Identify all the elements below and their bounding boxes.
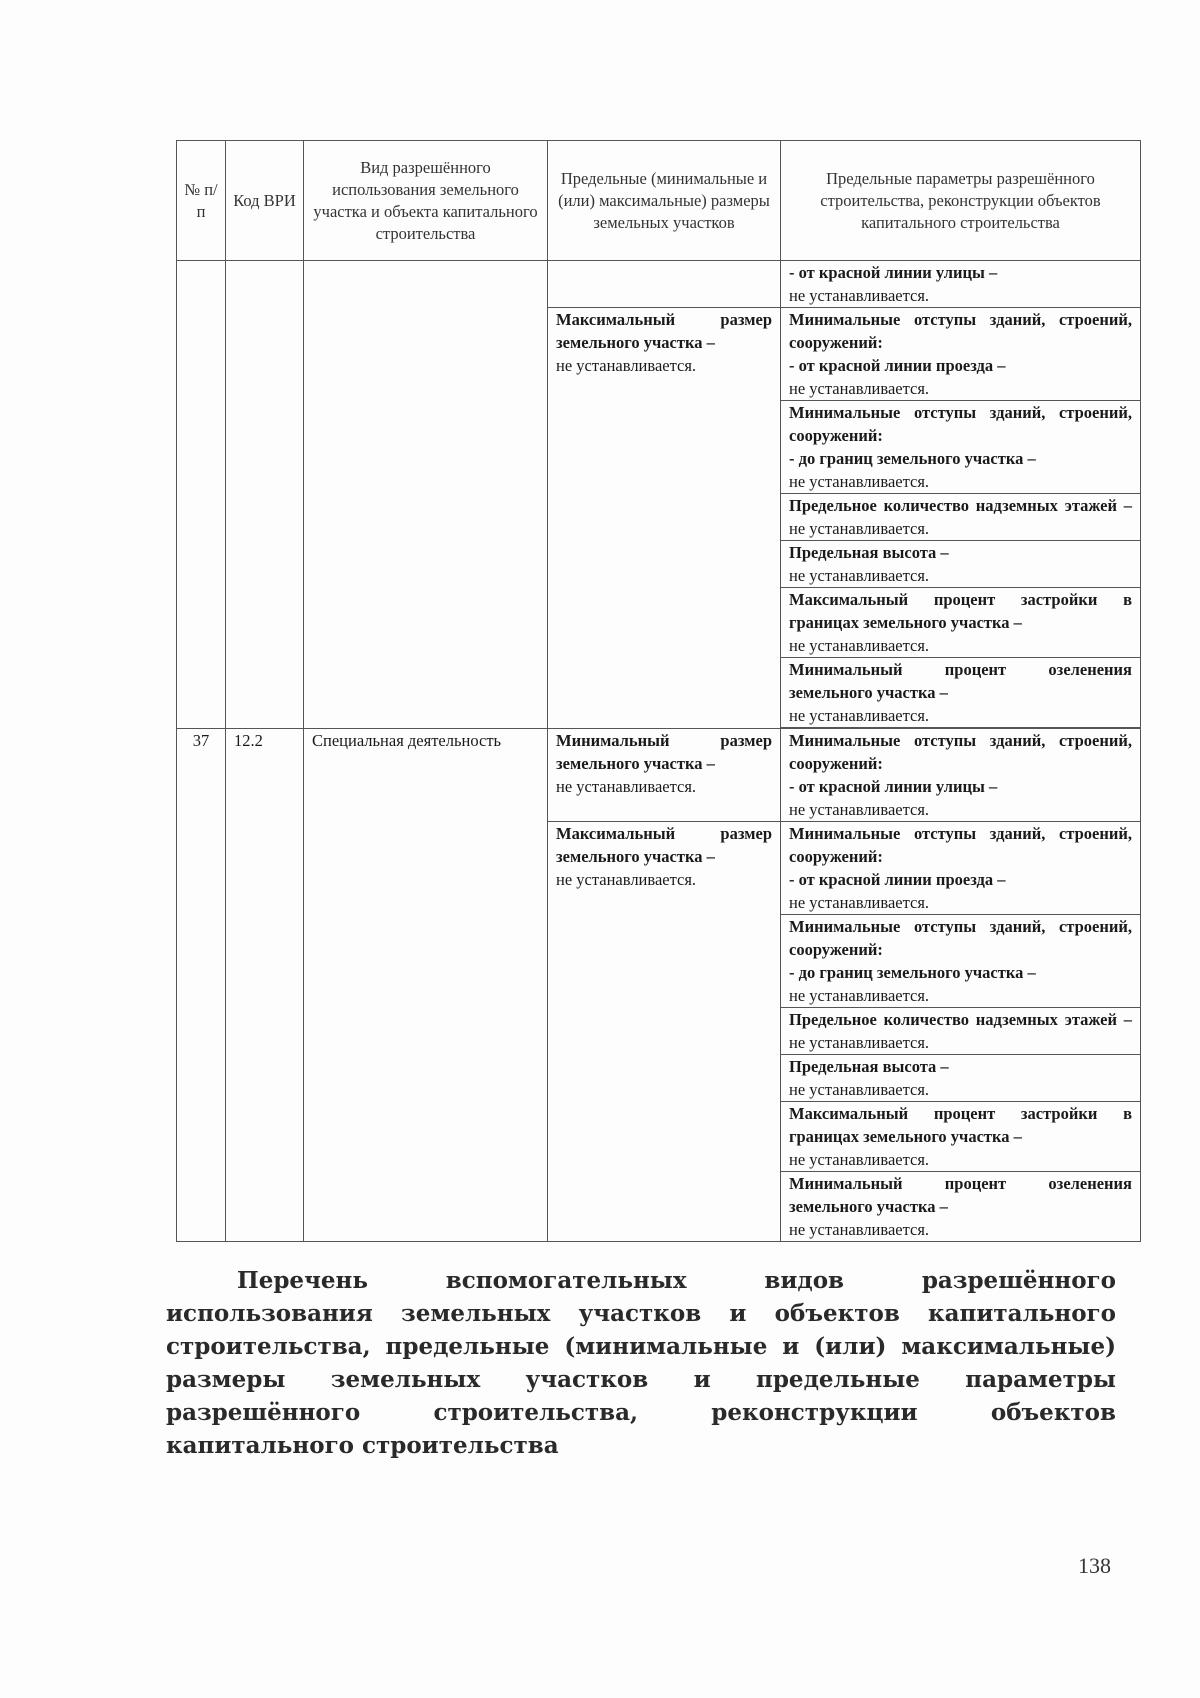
param-sub: - до границ земельного участка – (789, 963, 1036, 982)
min-size-value: не устанавливается. (556, 777, 697, 796)
cell-params (781, 588, 1141, 658)
cell-max-size (548, 822, 781, 1242)
cell-params (781, 541, 1141, 588)
param-value: не устанавливается. (789, 379, 930, 398)
cell-params (781, 1055, 1141, 1102)
param-value: не устанавливается. (789, 1080, 930, 1099)
param-label: Минимальный процент озеленения земельного участка – (789, 1174, 1132, 1216)
param-line (789, 494, 1132, 540)
cell-params (781, 822, 1141, 915)
cell-max-size (548, 308, 781, 729)
param-value: не устанавливается. (789, 519, 930, 538)
param-label: Предельная высота – (789, 1057, 949, 1076)
max-size-label: Максимальный размер земельного участка – (556, 310, 772, 352)
header-num: № п/п (177, 141, 226, 261)
param-sub: - от красной линии улицы – (789, 777, 998, 796)
param-value: не устанавливается. (789, 800, 930, 819)
param-label: Минимальный процент озеленения земельного участка – (789, 660, 1132, 702)
param-value: не устанавливается. (789, 566, 930, 585)
table-row-37 (177, 729, 1141, 822)
param-label: Предельное количество надземных этажей – (789, 1010, 1132, 1029)
cell-params (781, 494, 1141, 541)
cell-params (781, 915, 1141, 1008)
cell-use: Специальная деятельность (304, 729, 548, 1242)
cell-params (781, 729, 1141, 822)
max-size-value: не устанавливается. (556, 356, 697, 375)
param-value: не устанавливается. (789, 1033, 930, 1052)
param-label: Максимальный процент застройки в границах земельного участка – (789, 590, 1132, 632)
cell-params (781, 658, 1141, 728)
page-number: 138 (1078, 1553, 1111, 1578)
section-heading: Перечень вспомогательных видов разрешённого использования земельных участков и объектов капитального строительства, предельные (минимальные и (или) максимальные) размеры земельных участков и предельные параметры разрешённого строительства, реконструкции объектов капитального строительства (166, 1267, 1116, 1459)
param-value: не устанавливается. (789, 472, 930, 491)
header-params: Предельные параметры разрешённого строительства, реконструкции объектов капитального строительства (781, 141, 1141, 261)
cell-params (781, 1172, 1141, 1242)
table-row (177, 261, 1141, 308)
param-sub: - от красной линии проезда – (789, 870, 1006, 889)
header-code: Код ВРИ (226, 141, 304, 261)
cell-size-continued-top (548, 261, 781, 308)
max-size-value: не устанавливается. (556, 870, 697, 889)
param-sub: - от красной линии проезда – (789, 356, 1006, 375)
cell-params (781, 1008, 1141, 1055)
min-size-label: Минимальный размер земельного участка – (556, 731, 772, 773)
cell-params (781, 308, 1141, 401)
cell-code: 12.2 (226, 729, 304, 1242)
cell-num: 37 (177, 729, 226, 1242)
param-label: Максимальный процент застройки в границах земельного участка – (789, 1104, 1132, 1146)
cell-params (781, 1102, 1141, 1172)
param-label: Минимальные отступы зданий, строений, сооружений: (789, 731, 1132, 773)
param-value: не устанавливается. (789, 1150, 930, 1169)
cell-num-continued (177, 261, 226, 729)
param-sub: - от красной линии улицы – (789, 263, 998, 282)
cell-use-continued (304, 261, 548, 729)
param-value: не устанавливается. (789, 706, 930, 725)
param-label: Предельное количество надземных этажей – (789, 496, 1132, 515)
param-label: Минимальные отступы зданий, строений, сооружений: (789, 403, 1132, 445)
param-label: Минимальные отступы зданий, строений, сооружений: (789, 310, 1132, 352)
param-line (789, 1008, 1132, 1054)
param-label: Минимальные отступы зданий, строений, сооружений: (789, 824, 1132, 866)
header-use: Вид разрешённого использования земельного участка и объекта капитального строительства (304, 141, 548, 261)
max-size-label: Максимальный размер земельного участка – (556, 824, 772, 866)
regulations-table (176, 140, 1141, 1242)
cell-params (781, 261, 1141, 308)
param-value: не устанавливается. (789, 893, 930, 912)
param-value: не устанавливается. (789, 286, 930, 305)
param-value: не устанавливается. (789, 1220, 930, 1239)
param-label: Предельная высота – (789, 543, 949, 562)
cell-code-continued (226, 261, 304, 729)
cell-params (781, 401, 1141, 494)
param-value: не устанавливается. (789, 986, 930, 1005)
param-sub: - до границ земельного участка – (789, 449, 1036, 468)
param-value: не устанавливается. (789, 636, 930, 655)
header-size: Предельные (минимальные и (или) максимальные) размеры земельных участков (548, 141, 781, 261)
table-header-row (177, 141, 1141, 261)
cell-min-size (548, 729, 781, 822)
param-label: Минимальные отступы зданий, строений, сооружений: (789, 917, 1132, 959)
